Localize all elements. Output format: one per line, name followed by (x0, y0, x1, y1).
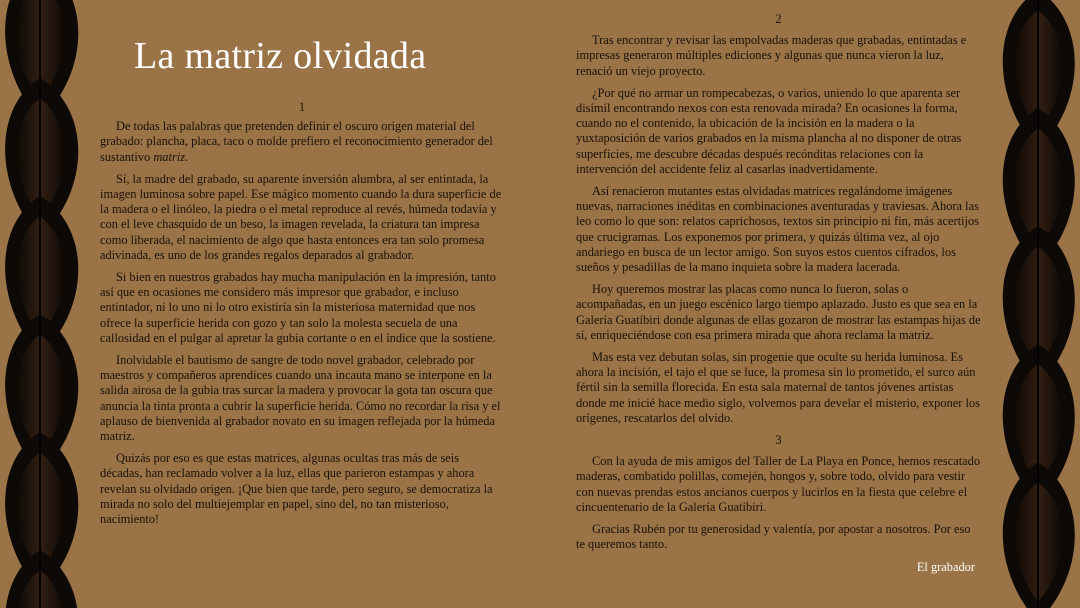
signature: El grabador (916, 559, 975, 574)
feather-border-icon (990, 0, 1080, 608)
paragraph: Gracias Rubén por tu generosidad y valentía, por apostar a nosotros. Por eso te queremos tanto. (576, 522, 971, 552)
right-column (576, 12, 981, 575)
left-column (100, 100, 504, 534)
feather-border-icon (0, 0, 90, 608)
emphasis-matriz: matriz (153, 149, 186, 164)
page-title: La matriz olvidada (134, 35, 427, 77)
paragraph: Hoy queremos mostrar las placas como nunca lo fueron, solas o acompañadas, en un juego escénico largo tiempo aplazado. Justo es que sea en la Galería Guatíbiri donde algunas de ellas gozaron de mostrar las estampas hijas de sí, enriqueciéndose con esa primera mirada que ahora reclama la matriz. (576, 282, 981, 342)
paragraph: Inolvidable el bautismo de sangre de todo novel grabador, celebrado por maestros y compañeros aprendices cuando una incauta mano se interpone en la salida airosa de la gubia tras surcar la madera y provocar la gota tan oscura que anuncia la tinta pronta a cubrir la superficie herida. Cómo no recordar la risa y el aplauso de bienvenida al grabador novato en su imagen reflejada por la húmeda matriz. (100, 353, 501, 444)
paragraph: ¿Por qué no armar un rompecabezas, o varios, uniendo lo que aparenta ser disímil encontrando nexos con esta renovada mirada? En ocasiones la forma, cuando no el contenido, la ubicación de la incisión en la madera o la yuxtaposición de varios grabados en la misma plancha al no disponer de otras superficies, me descubre décadas después recónditas relaciones con la intervención del accidente feliz al casarlas inadvertidamente. (576, 85, 962, 176)
paragraph: De todas las palabras que pretenden definir el oscuro origen material del grabado: plancha, placa, taco o molde prefiero el reconocimiento generador del sustantivo matriz. (100, 119, 493, 164)
section-number-1: 1 (298, 100, 306, 114)
paragraph: Tras encontrar y revisar las empolvadas maderas que grabadas, entintadas e impresas generaron múltiples ediciones y algunas que nunca vieron la luz, renació un viejo proyecto. (576, 33, 967, 78)
paragraph: Si bien en nuestros grabados hay mucha manipulación en la impresión, tanto así que en ocasiones me considero más impresor que grabador, e incluso entintador, ni lo uno ni lo otro existiría sin la misteriosa maternidad que nos ofrece la superficie herida con gozo y tan solo la molesta secuela de una callosidad en el pulgar al apretar la gubia cortante o en el índice que la sostiene. (100, 270, 496, 345)
left-feather-border (0, 0, 90, 608)
paragraph: Sí, la madre del grabado, su aparente inversión alumbra, al ser entintada, la imagen luminosa sobre papel. Ese mágico momento cuando la dura superficie de la madera o el linóleo, la piedra o el metal reproduce al revés, húmeda todavía y con el leve chasquido de un beso, la imagen revelada, la criatura tan impresa como liberada, el nacimiento de algo que hasta entonces era tan solo promesa adivinada, es uno de los grandes regalos deparados al grabador. (100, 171, 502, 262)
paragraph: Mas esta vez debutan solas, sin progenie que oculte su herida luminosa. Es ahora la incisión, el tajo el que se luce, la promesa sin lo prometido, el surco aún fértil sin la semilla florecida. En esta sala maternal de tantos jóvenes artistas donde me inicié hace medio siglo, volvemos para develar el misterio, exponer los orígenes, rescatarlos del olvido. (576, 350, 980, 425)
section-number-2: 2 (775, 12, 782, 26)
section-number-3: 3 (775, 433, 782, 448)
paragraph: Así renacieron mutantes estas olvidadas matrices regalándome imágenes nuevas, narraciones inéditas en combinaciones aventuradas y traviesas. Ahora las leo como lo que son: relatos caprichosos, textos sin principio ni fin, más acertijos que crucigramas. Los exponemos por primera, y quizás última vez, al ojo andariego en busca de un lector amigo. Son suyos estos cuentos cifrados, los sueños y pesadillas de la mano inquieta sobre la madera lacerada. (576, 184, 979, 275)
paragraph: Con la ayuda de mis amigos del Taller de La Playa en Ponce, hemos rescatado maderas, combatido polillas, comején, hongos y, sobre todo, olvido para vestir con nuevas prendas estos ancianos cuerpos y lucirlos en la fiesta que celebre el cincuentenario de la Galería Guatíbiri. (576, 454, 981, 514)
right-feather-border (990, 0, 1080, 608)
paragraph: Quizás por eso es que estas matrices, algunas ocultas tras más de seis décadas, han reclamado volver a la luz, ellas que parieron estampas y ahora revelan su olvidado origen. ¡Que bien que tarde, pero seguro, se democratiza la mirada no solo del multiejemplar en papel, sino del, no tan misterioso, nacimiento! (100, 451, 493, 527)
